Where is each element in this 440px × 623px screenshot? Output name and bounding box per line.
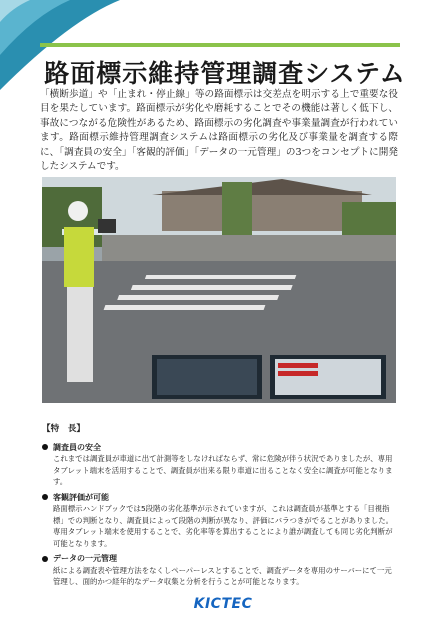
features-heading: 【特 長】 [42,424,85,434]
feature-title: データの一元管理 [53,554,117,563]
intro-paragraph: 「横断歩道」や「止まれ・停止線」等の路面標示は交差点を明示する上で重要な役目を果たしています。路面標示が劣化や磨耗することでその機能は著しく低下し、事故につながる危険性があるため、路面標示の劣化調査や事業量調査が行われています。路面標示維持管理調査システムは路面標示の劣化及び事業量を調査する際に、「調査員の安全」「客観的評価」「データの一元管理」の3つをコンセプトに開発したシステムです。 [40,89,398,173]
survey-photo [42,177,396,403]
company-logo: KICTEC [193,596,253,612]
feature-body: 紙による調査表や管理方法をなくしペーパーレスとすることで、調査データを専用のサーバーにて一元管理し、面的かつ経年的なデータ収集と分析を行うことが可能となります。 [53,565,392,586]
bullet-icon [42,444,48,450]
page-title: 路面標示維持管理調査システム [44,59,406,88]
bullet-icon [42,556,48,562]
feature-body: 路面標示ハンドブックでは5段階の劣化基準が示されていますが、これは調査員が基準とする「目視指標」での判断となり、調査員によって段階の判断が異なり、評価にバラつきがでることがありました。専用タブレット端末を使用することで、劣化率等を算出することにより誰が調査しても同じ劣化判断が可能となります。 [53,504,393,548]
bullet-icon [42,494,48,500]
feature-item-objective-evaluation [42,492,398,550]
feature-item-data-management [42,553,398,588]
feature-title: 客観評価が可能 [53,492,109,502]
feature-body: これまでは調査員が車道に出て計測等をしなければならず、常に危険が伴う状況でありましたが、専用タブレット端末を活用することで、調査員が出来る限り車道に出ることなく安全に調査が可能となります。 [53,454,393,486]
features-section [42,424,398,592]
feature-item-safety [42,442,398,488]
title-accent-bar [40,43,400,47]
feature-title: 調査員の安全 [53,442,101,452]
